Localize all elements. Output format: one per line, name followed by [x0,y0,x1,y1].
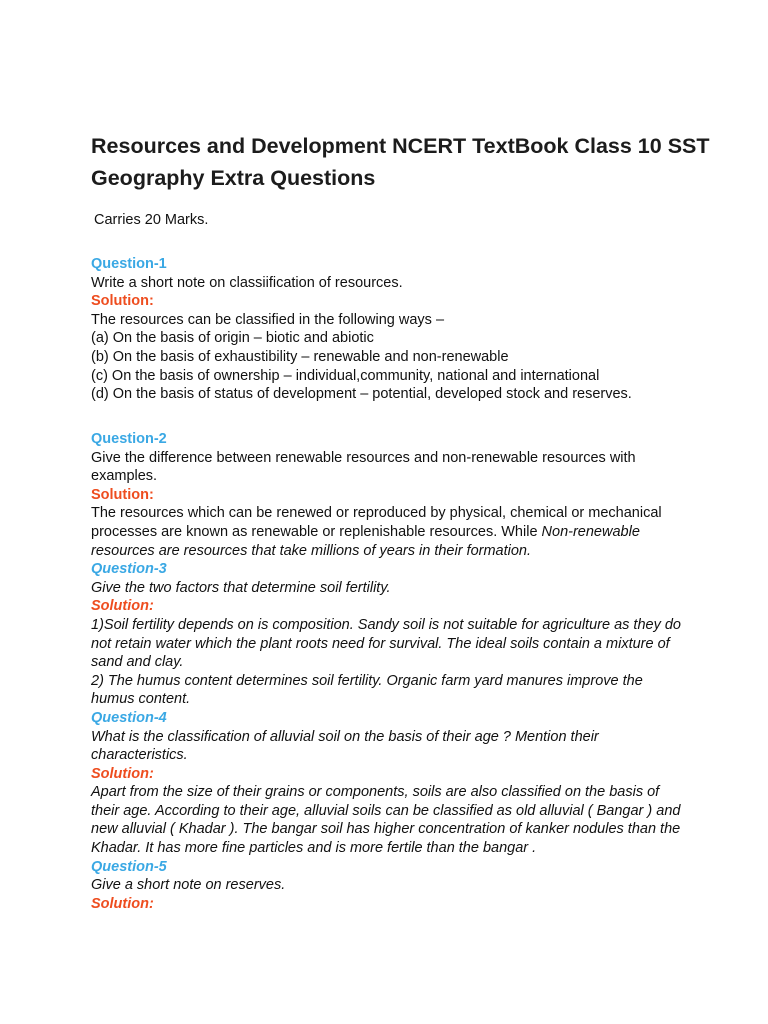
solution-3-answer-2: 2) The humus content determines soil fertility. Organic farm yard manures improve the humus content. [91,672,643,708]
questions-2-5-block [91,430,681,913]
solution-4-label: Solution: [91,765,154,782]
question-4-label: Question-4 [91,709,167,726]
question-2-label: Question-2 [91,431,167,447]
solution-2-italic: Non-renewable resources are resources that take millions of years in their formation. [91,523,640,559]
question-3-text: Give the two factors that determine soil fertility. [91,579,391,596]
question-2-text: Give the difference between renewable resources and non-renewable resources with examples. [91,449,636,485]
question-4-text: What is the classification of alluvial soil on the basis of their age ? Mention their characteristics. [91,728,599,764]
question-1-block [91,255,681,404]
solution-1-label: Solution: [91,293,154,310]
solution-3-label: Solution: [91,598,154,615]
solution-3-answer-1: 1)Soil fertility depends on is composition. Sandy soil is not suitable for agriculture as they do not retain water which the plant roots need for survival. The ideal soils contain a mixture of sand and clay. [91,616,681,671]
marks-note: Carries 20 Marks. [94,212,209,228]
solution-1-point: (d) On the basis of status of development – potential, developed stock and reserves. [91,386,632,403]
solution-4-answer: Apart from the size of their grains or components, soils are also classified on the basis of their age. According to their age, alluvial soils can be classified as old alluvial ( Bangar ) and new alluvial ( Khadar ). The bangar soil has higher concentration of kanker nodules than the Khadar. It has more fine particles and is more fertile than the bangar . [91,784,681,857]
solution-2-normal: The resources which can be renewed or reproduced by physical, chemical or mechanical processes are known as renewable or replenishable resources. While [91,505,662,540]
solution-1-point: (c) On the basis of ownership – individual,community, national and international [91,367,600,384]
solution-2-text [91,504,681,560]
page-title: Resources and Development NCERT TextBook Class 10 SST Geography Extra Questions [91,134,710,190]
solution-1-point: (b) On the basis of exhaustibility – renewable and non-renewable [91,348,509,365]
question-1-label: Question-1 [91,256,167,272]
question-3-label: Question-3 [91,561,167,578]
question-5-label: Question-5 [91,858,167,875]
question-1-text: Write a short note on classiification of resources. [91,274,403,291]
question-5-text: Give a short note on reserves. [91,877,286,894]
solution-1-point: (a) On the basis of origin – biotic and abiotic [91,330,374,347]
solution-1-intro: The resources can be classified in the following ways – [91,311,445,328]
solution-5-label: Solution: [91,895,154,912]
solution-2-label: Solution: [91,486,154,503]
